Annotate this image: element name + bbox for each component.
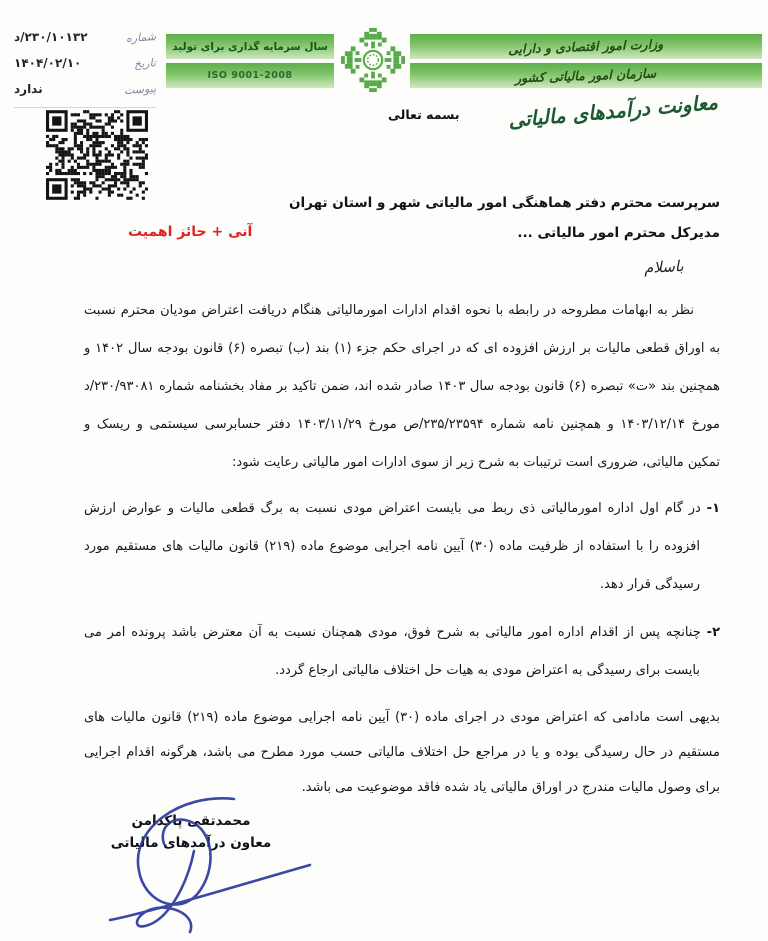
iso-text: ISO 9001-2008 [207,70,293,81]
letter-body [84,292,720,805]
list-item-1-number: ۱- [706,501,720,516]
ministry-banner [410,34,762,59]
body-paragraph-1: نظر به ابهامات مطروحه در رابطه با نحوه اقدام ادارات امورمالیاتی هنگام دریافت اعتراض مودیان محترم نسبت به اوراق قطعی مالیات بر ارزش افزوده ای که در اجرای حکم جزء (۱) بند (ب) تبصره (۶) قانون بودجه سال ۱۴۰۲ و همچنین بند «ت» تبصره (۶) قانون بودجه سال ۱۴۰۳ صادر شده اند، ضمن تاکید بر مفاد بخشنامه شماره ۲۳۰/۹۳۰۸۱/د مورخ ۱۴۰۳/۱۲/۱۴ و همچنین نامه شماره ۲۳۵/۲۳۵۹۴/ص مورخ ۱۴۰۳/۱۱/۲۹ دفتر حسابرسی سیستمی و ریسک و تمکین مالیاتی، ضروری است ترتیبات به شرح زیر از سوی ادارات امور مالیاتی رعایت شود: [84,303,720,470]
slogan-text: سال سرمایه گذاری برای تولید [172,40,328,53]
list-item-2-number: ۲- [706,625,721,640]
bismillah-text: بسمه تعالی [388,107,460,122]
meta-attachment-row [14,82,156,108]
meta-attachment-value: ندارد [14,82,43,96]
priority-stamp: آنی + حائز اهمیت [128,224,253,240]
meta-number-label: شماره [125,29,157,46]
letter-meta [14,30,156,108]
body-list-item-2 [84,614,720,690]
recipient-line-1: سرپرست محترم دفتر هماهنگی امور مالیاتی شهر و استان تهران [289,195,720,211]
meta-number-value: ۲۳۰/۱۰۱۳۲/د [14,30,88,44]
body-closing-paragraph: بدیهی است مادامی که اعتراض مودی در اجرای ماده (۳۰) آیین نامه اجرایی موضوع ماده (۲۱۹) قانون مالیات های مستقیم در حال رسیدگی بوده و یا در مراجع حل اختلاف مالیاتی حسب مورد مطرح می باشد، هرگونه اقدام اجرایی برای وصول مالیات مندرج در اوراق مالیاتی یاد شده فاقد موضوعیت می باشد. [84,710,720,795]
body-list-item-1 [84,490,720,604]
organization-banner [410,63,762,88]
left-banners [166,34,334,92]
meta-attachment-label: پیوست [123,81,157,98]
iso-banner [166,63,334,88]
list-item-1-text: در گام اول اداره امورمالیاتی ذی ربط می بایست اعتراض مودی نسبت به برگ قطعی مالیات و عوارض ارزش افزوده را با استفاده از ظرفیت ماده (۳۰) آیین نامه اجرایی موضوع ماده (۲۱۹) قانون مالیات های مستقیم مورد رسیدگی قرار دهد. [84,501,701,592]
meta-number-row [14,30,156,56]
ministry-text: وزارت امور اقتصادی و دارایی [508,36,664,57]
signer-name: محمدتقی پاکدامن [131,813,251,829]
meta-date-row [14,56,156,82]
signature-block [98,810,284,854]
qr-code-icon [46,110,148,200]
recipient-line-2: مدیرکل محترم امور مالیاتی ... [517,225,720,241]
recipient-block [289,188,720,248]
right-banners [410,34,762,92]
list-item-2-text: چنانچه پس از اقدام اداره امور مالیاتی به شرح فوق، مودی همچنان نسبت به آن معترض باشد پرونده امر می بایست برای رسیدگی به اعتراض مودی به هیات حل اختلاف مالیاتی ارجاع گردد. [84,625,701,678]
meta-date-value: ۱۴۰۴/۰۲/۱۰ [14,56,82,70]
deputy-calligraphy: معاونت درآمدهای مالیاتی [507,89,719,133]
meta-date-label: تاریخ [133,56,157,71]
slogan-banner [166,34,334,59]
tax-org-emblem-icon [340,26,406,94]
salutation-text: باسلام [643,256,685,278]
organization-text: سازمان امور مالیاتی کشور [515,65,657,86]
signer-title: معاون درآمدهای مالیاتی [110,835,272,851]
